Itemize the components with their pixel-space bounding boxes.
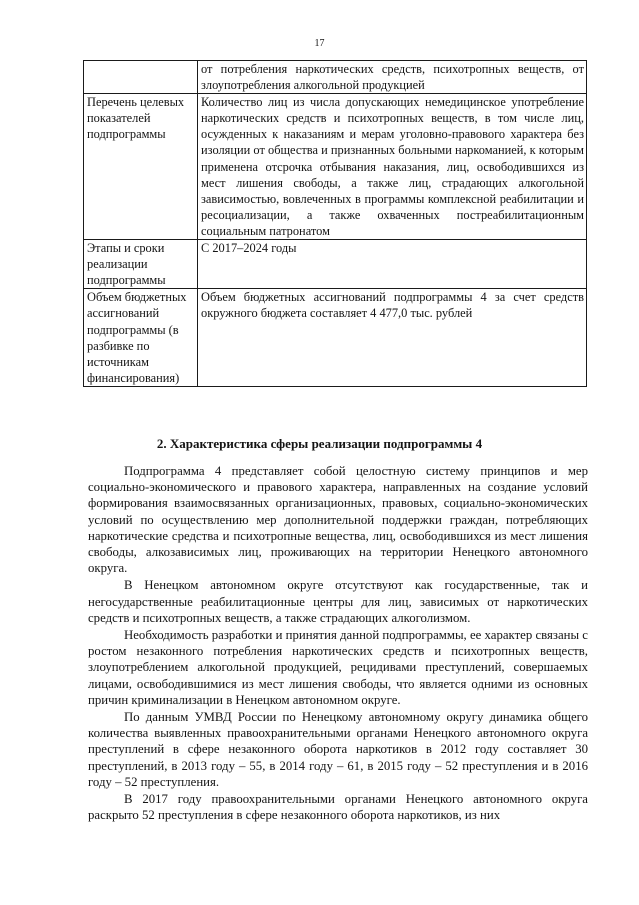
row-content-cell: от потребления наркотических средств, психотропных веществ, от злоупотребления алкогольной продукцией [198, 61, 587, 94]
paragraph: В 2017 году правоохранительными органами Ненецкого автономного округа раскрыто 52 преступления в сфере незаконного оборота наркотиков, из них [88, 792, 588, 823]
table-row [84, 94, 587, 240]
row-label-cell: Этапы и сроки реализации подпрограммы [84, 240, 198, 289]
section-body [88, 463, 588, 823]
row-content-cell: Количество лиц из числа допускающих немедицинское употребление наркотических средств и психотропных веществ, в том числе лиц, осужденных к наказаниям и мерам уголовно-правового характера без изоляции от общества и признанных больными наркоманией, к которым применена отсрочка отбывания наказания, лиц, освободившихся из мест лишения свободы, а также лиц, страдающих алкогольной зависимостью, вовлеченных в программы комплексной реабилитации и ресоциализации, а также охваченных постреабилитационным социальным патронатом [198, 94, 587, 240]
paragraph: Подпрограмма 4 представляет собой целостную систему принципов и мер социально-экономического и правового характера, направленных на создание условий формирования взаимосвязанных организационных, правовых, социально-экономических условий по осуществлению мер дополнительной поддержки граждан, потребляющих наркотические средства и психотропные вещества, лиц, освободившихся из мест лишения свободы, алкозависимых лиц, проживающих на территории Ненецкого автономного округа. [88, 464, 588, 576]
paragraph: В Ненецком автономном округе отсутствуют как государственные, так и негосударственные реабилитационные центры для лиц, зависимых от наркотических средств и психотропных веществ, а также страдающих алкоголизмом. [88, 578, 588, 625]
table-row [84, 240, 587, 289]
row-label-cell: Перечень целевых показателей подпрограммы [84, 94, 198, 240]
page-number: 17 [314, 38, 325, 49]
row-content-cell: Объем бюджетных ассигнований подпрограммы 4 за счет средств окружного бюджета составляет 4 477,0 тыс. рублей [198, 289, 587, 387]
row-label-cell: Объем бюджетных ассигнований подпрограммы (в разбивке по источникам финансирования) [84, 289, 198, 387]
row-label-cell [84, 61, 198, 94]
subprogram-passport-table [83, 60, 587, 387]
paragraph: Необходимость разработки и принятия данной подпрограммы, ее характер связаны с ростом незаконного потребления наркотических средств и психотропных веществ, злоупотреблением алкогольной продукцией, рецидивами преступлений, совершаемых лицами, освободившимися из мест лишения свободы, что является одними из основных причин криминализации в Ненецком автономном округе. [88, 628, 588, 707]
row-content-cell: С 2017–2024 годы [198, 240, 587, 289]
table-row [84, 289, 587, 387]
table-row [84, 61, 587, 94]
paragraph: По данным УМВД России по Ненецкому автономному округу динамика общего количества выявленных правоохранительными органами Ненецкого автономного округа преступлений в сфере незаконного оборота наркотиков в 2012 году составляет 30 преступлений, в 2013 году – 55, в 2014 году – 61, в 2015 году – 52 преступления и в 2016 году – 52 преступления. [88, 710, 588, 789]
section-heading: 2. Характеристика сферы реализации подпрограммы 4 [156, 436, 483, 451]
